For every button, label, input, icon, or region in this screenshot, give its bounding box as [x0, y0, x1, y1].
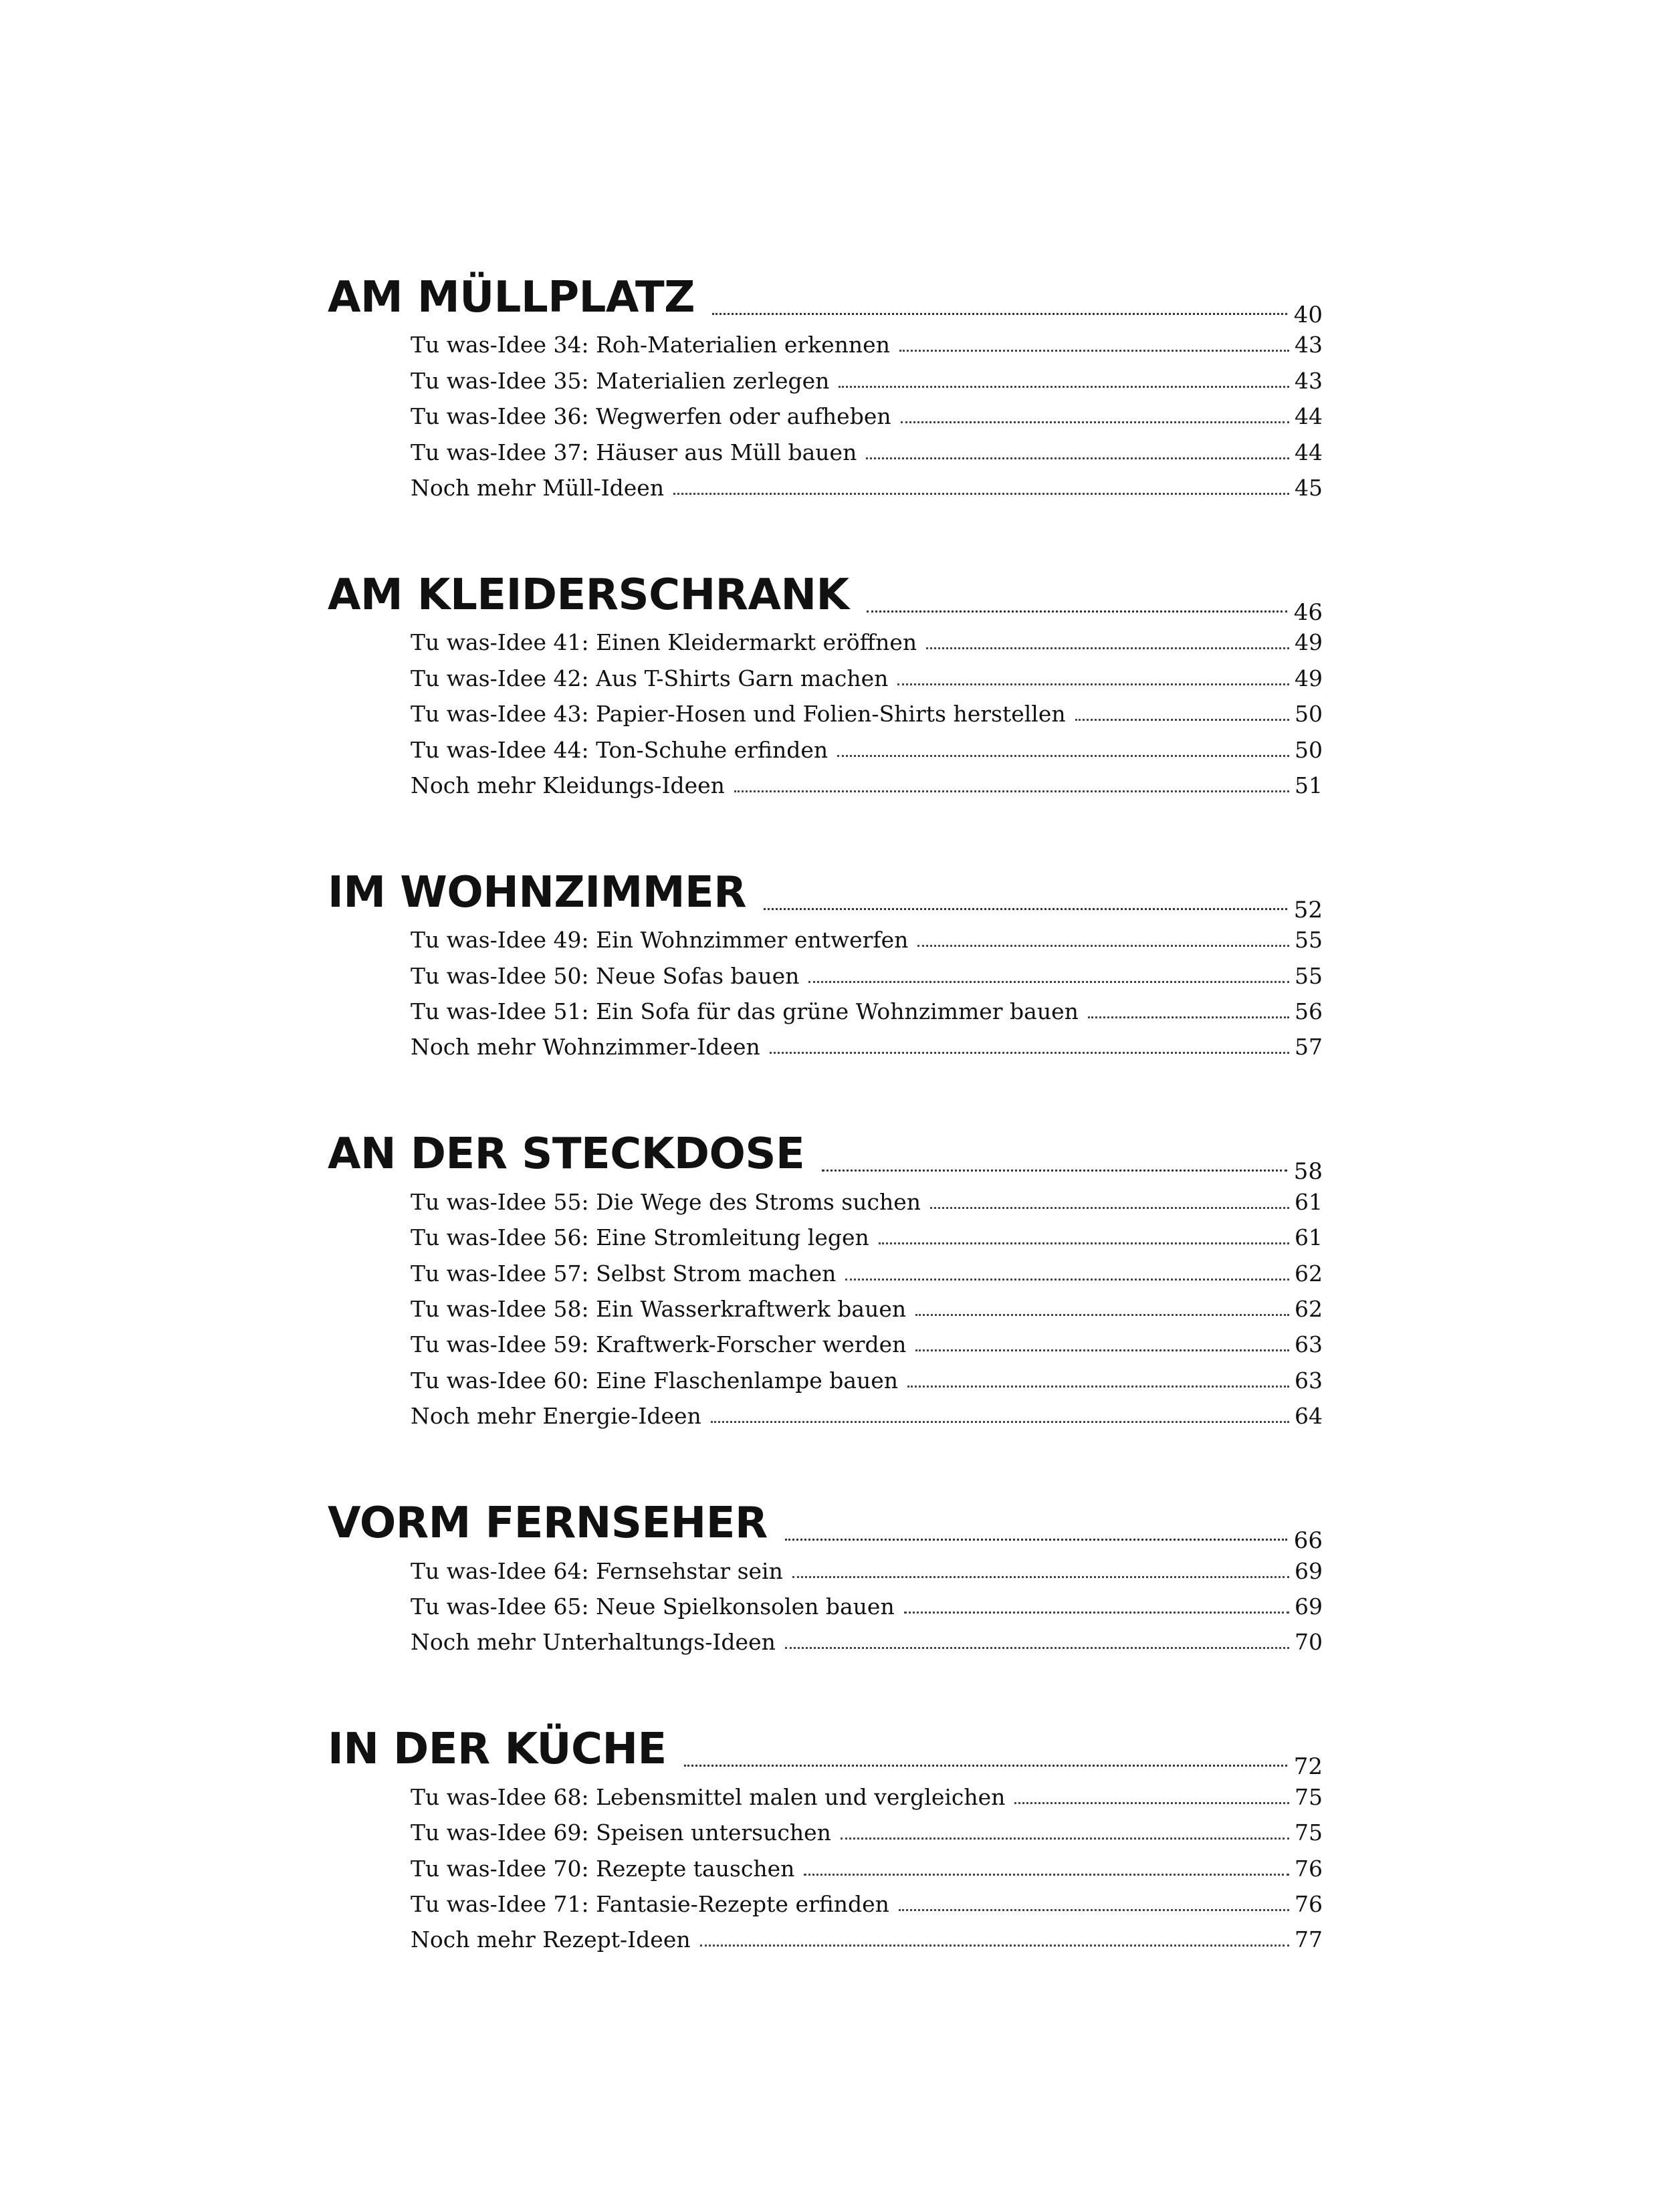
entry-title: Tu was-Idee 71: Fantasie-Rezepte erfinden — [411, 1890, 889, 1917]
entry-page-number: 55 — [1295, 962, 1323, 989]
entry-title: Tu was-Idee 51: Ein Sofa für das grüne Wohnzimmer bauen — [411, 998, 1079, 1025]
toc-entry[interactable] — [328, 431, 1323, 467]
entry-title: Tu was-Idee 55: Die Wege des Stroms suchen — [411, 1188, 921, 1215]
toc-entry[interactable] — [328, 1359, 1323, 1395]
toc-entry[interactable] — [328, 1848, 1323, 1883]
toc-entry[interactable] — [328, 1776, 1323, 1811]
section-page-number: 46 — [1293, 598, 1323, 626]
dot-leader — [866, 457, 1289, 459]
section-page-number: 58 — [1293, 1158, 1323, 1186]
dot-leader — [684, 1765, 1287, 1767]
toc-entry[interactable] — [328, 991, 1323, 1026]
toc-section — [328, 1121, 1323, 1431]
toc-entry[interactable] — [328, 1396, 1323, 1431]
toc-entry[interactable] — [328, 622, 1323, 657]
dot-leader — [926, 647, 1289, 649]
entry-title: Tu was-Idee 57: Selbst Strom machen — [411, 1260, 837, 1287]
entry-title: Tu was-Idee 68: Lebensmittel malen und vergleichen — [411, 1783, 1006, 1810]
toc-entry[interactable] — [328, 955, 1323, 990]
entry-page-number: 61 — [1295, 1188, 1323, 1215]
entry-page-number: 69 — [1295, 1557, 1323, 1584]
section-heading-row[interactable] — [328, 264, 1323, 328]
entry-title: Tu was-Idee 58: Ein Wasserkraftwerk bauen — [411, 1296, 907, 1323]
entry-page-number: 75 — [1295, 1819, 1323, 1846]
dot-leader — [700, 1945, 1289, 1947]
toc-section — [328, 1490, 1323, 1657]
entry-page-number: 75 — [1295, 1783, 1323, 1810]
entry-title: Noch mehr Müll-Ideen — [411, 474, 665, 501]
entry-page-number: 55 — [1295, 927, 1323, 954]
entry-page-number: 62 — [1295, 1296, 1323, 1323]
section-heading-row[interactable] — [328, 1716, 1323, 1781]
entry-title: Noch mehr Kleidungs-Ideen — [411, 772, 725, 798]
toc-entry[interactable] — [328, 1622, 1323, 1657]
toc-entry[interactable] — [328, 467, 1323, 503]
entry-title: Tu was-Idee 56: Eine Stromleitung legen — [411, 1224, 869, 1251]
toc-entry[interactable] — [328, 1586, 1323, 1622]
entry-page-number: 63 — [1295, 1367, 1323, 1394]
entry-title: Tu was-Idee 49: Ein Wohnzimmer entwerfen — [411, 927, 909, 954]
dot-leader — [915, 1314, 1289, 1316]
entry-title: Tu was-Idee 41: Einen Kleidermarkt eröffnen — [411, 629, 917, 656]
section-page-number: 72 — [1293, 1753, 1323, 1781]
section-title: AM KLEIDERSCHRANK — [328, 570, 849, 620]
entry-title: Tu was-Idee 59: Kraftwerk-Forscher werden — [411, 1331, 907, 1358]
toc-section — [328, 264, 1323, 503]
dot-leader — [1014, 1802, 1289, 1804]
dot-leader — [734, 790, 1289, 792]
entry-page-number: 62 — [1295, 1260, 1323, 1287]
toc-entry[interactable] — [328, 1550, 1323, 1585]
section-page-number: 52 — [1293, 896, 1323, 923]
dot-leader — [917, 945, 1289, 947]
entry-page-number: 45 — [1295, 474, 1323, 501]
entry-page-number: 64 — [1295, 1403, 1323, 1430]
entry-page-number: 61 — [1295, 1224, 1323, 1251]
dot-leader — [915, 1349, 1289, 1351]
entry-title: Tu was-Idee 43: Papier-Hosen und Folien-Shirts herstellen — [411, 701, 1066, 728]
dot-leader — [822, 1170, 1287, 1172]
entry-title: Tu was-Idee 65: Neue Spielkonsolen bauen — [411, 1593, 895, 1620]
entry-title: Tu was-Idee 36: Wegwerfen oder aufheben — [411, 403, 891, 430]
section-heading-row[interactable] — [328, 859, 1323, 923]
entry-title: Noch mehr Wohnzimmer-Ideen — [411, 1034, 760, 1061]
dot-leader — [764, 908, 1287, 910]
toc-entry[interactable] — [328, 1884, 1323, 1919]
table-of-contents — [328, 264, 1323, 1955]
section-heading-row[interactable] — [328, 1490, 1323, 1555]
dot-leader — [792, 1576, 1289, 1578]
entry-page-number: 43 — [1295, 367, 1323, 394]
entry-page-number: 70 — [1295, 1629, 1323, 1656]
dot-leader — [770, 1052, 1289, 1054]
entry-page-number: 49 — [1295, 629, 1323, 656]
section-title: AN DER STECKDOSE — [328, 1129, 805, 1180]
toc-entry[interactable] — [328, 1252, 1323, 1288]
entry-title: Noch mehr Energie-Ideen — [411, 1403, 701, 1430]
dot-leader — [711, 1421, 1289, 1423]
entry-page-number: 51 — [1295, 772, 1323, 798]
section-title: IN DER KÜCHE — [328, 1725, 667, 1775]
entry-title: Tu was-Idee 34: Roh-Materialien erkennen — [411, 332, 890, 358]
toc-section — [328, 1716, 1323, 1955]
dot-leader — [845, 1279, 1289, 1281]
section-heading-row[interactable] — [328, 1121, 1323, 1186]
dot-leader — [804, 1874, 1289, 1876]
entry-title: Noch mehr Unterhaltungs-Ideen — [411, 1629, 776, 1656]
entry-page-number: 43 — [1295, 332, 1323, 358]
dot-leader — [712, 313, 1287, 315]
dot-leader — [1088, 1016, 1289, 1018]
entry-title: Noch mehr Rezept-Ideen — [411, 1926, 691, 1953]
dot-leader — [673, 493, 1289, 495]
entry-page-number: 57 — [1295, 1034, 1323, 1061]
entry-page-number: 49 — [1295, 665, 1323, 691]
dot-leader — [899, 350, 1289, 352]
dot-leader — [899, 1909, 1289, 1911]
dot-leader — [841, 1838, 1289, 1840]
entry-page-number: 69 — [1295, 1593, 1323, 1620]
dot-leader — [901, 421, 1289, 423]
toc-entry[interactable] — [328, 1324, 1323, 1359]
dot-leader — [1075, 719, 1289, 721]
toc-entry[interactable] — [328, 1812, 1323, 1848]
toc-entry[interactable] — [328, 693, 1323, 729]
section-title: AM MÜLLPLATZ — [328, 273, 695, 322]
dot-leader — [897, 683, 1289, 685]
toc-section — [328, 562, 1323, 800]
toc-entry[interactable] — [328, 765, 1323, 800]
dot-leader — [867, 611, 1287, 613]
entry-title: Tu was-Idee 64: Fernsehstar sein — [411, 1557, 783, 1584]
dot-leader — [785, 1647, 1289, 1649]
entry-title: Tu was-Idee 37: Häuser aus Müll bauen — [411, 439, 857, 465]
section-title: IM WOHNZIMMER — [328, 867, 746, 917]
entry-page-number: 76 — [1295, 1855, 1323, 1882]
entry-title: Tu was-Idee 70: Rezepte tauschen — [411, 1855, 795, 1882]
entry-title: Tu was-Idee 50: Neue Sofas bauen — [411, 962, 800, 989]
dot-leader — [879, 1242, 1289, 1244]
dot-leader — [785, 1539, 1287, 1541]
entry-title: Tu was-Idee 35: Materialien zerlegen — [411, 367, 830, 394]
toc-entry[interactable] — [328, 1181, 1323, 1216]
entry-page-number: 56 — [1295, 998, 1323, 1025]
entry-title: Tu was-Idee 69: Speisen untersuchen — [411, 1819, 831, 1846]
entry-title: Tu was-Idee 42: Aus T-Shirts Garn machen — [411, 665, 889, 691]
section-page-number: 66 — [1293, 1527, 1323, 1555]
dot-leader — [907, 1386, 1289, 1388]
entry-page-number: 44 — [1295, 439, 1323, 465]
entry-page-number: 50 — [1295, 736, 1323, 763]
toc-section — [328, 859, 1323, 1063]
section-title: VORM FERNSEHER — [328, 1499, 768, 1549]
toc-entry[interactable] — [328, 1289, 1323, 1324]
section-heading-row[interactable] — [328, 562, 1323, 626]
dot-leader — [837, 755, 1289, 757]
toc-entry[interactable] — [328, 1919, 1323, 1955]
section-page-number: 40 — [1293, 302, 1323, 328]
entry-page-number: 50 — [1295, 701, 1323, 728]
entry-page-number: 63 — [1295, 1331, 1323, 1358]
toc-entry[interactable] — [328, 1217, 1323, 1252]
toc-entry[interactable] — [328, 1026, 1323, 1062]
toc-entry[interactable] — [328, 729, 1323, 764]
toc-entry[interactable] — [328, 657, 1323, 693]
dot-leader — [839, 386, 1289, 388]
entry-page-number: 76 — [1295, 1890, 1323, 1917]
toc-entry[interactable] — [328, 360, 1323, 395]
toc-entry[interactable] — [328, 396, 1323, 431]
toc-entry[interactable] — [328, 324, 1323, 360]
entry-page-number: 44 — [1295, 403, 1323, 430]
toc-entry[interactable] — [328, 919, 1323, 955]
dot-leader — [808, 981, 1289, 983]
entry-page-number: 77 — [1295, 1926, 1323, 1953]
dot-leader — [930, 1207, 1289, 1209]
entry-title: Tu was-Idee 44: Ton-Schuhe erfinden — [411, 736, 828, 763]
dot-leader — [904, 1612, 1289, 1614]
entry-title: Tu was-Idee 60: Eine Flaschenlampe bauen — [411, 1367, 899, 1394]
